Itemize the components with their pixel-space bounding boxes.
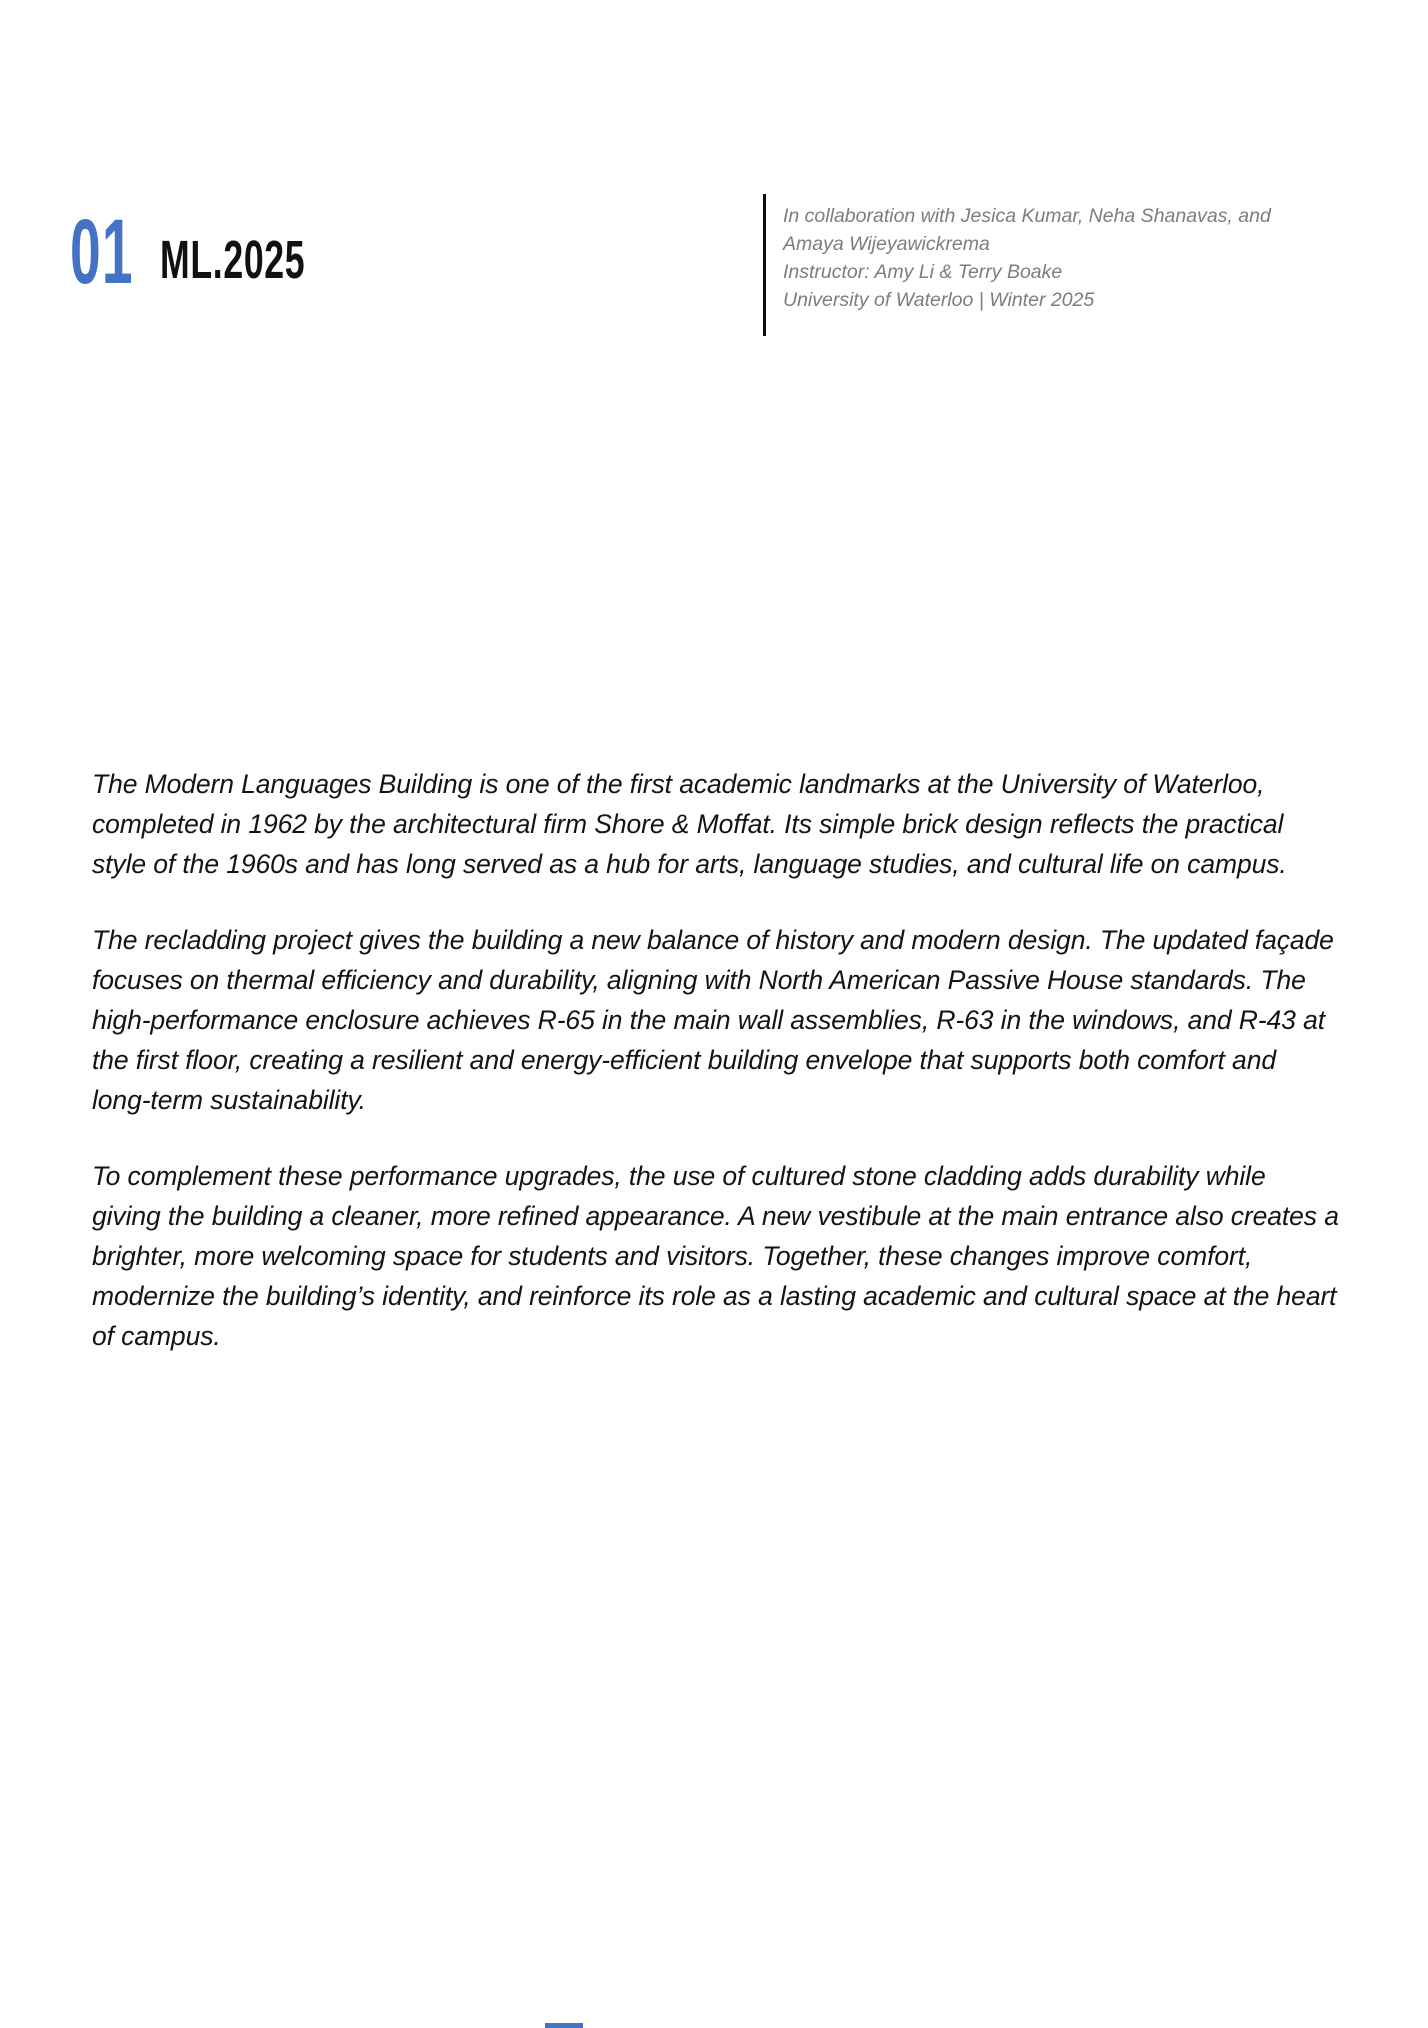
university-term: University of Waterloo | Winter 2025 [783,289,1095,311]
description-paragraph-1: The Modern Languages Building is one of the first academic landmarks at the University of Waterloo, completed in 1962 by the architectural firm Shore & Moffat. Its simple brick design reflects the practical style of the 1960s and has long served as a hub for arts, language studies, and cultural life on campus. [92,769,1287,879]
instructor-credit: Instructor: Amy Li & Terry Boake [783,261,1063,283]
page-number: 01 [70,201,134,303]
description-paragraph-3: To complement these performance upgrades, the use of cultured stone cladding adds durability while giving the building a cleaner, more refined appearance. A new vestibule at the main entrance also creates a brighter, more welcoming space for students and visitors. Together, these changes improve comfort, modernize the building’s identity, and reinforce its role as a lasting academic and cultural space at the heart of campus. [92,1161,1339,1351]
description-paragraph-2: The recladding project gives the building a new balance of history and modern design. The updated façade focuses on thermal efficiency and durability, aligning with North American Passive House standards. The high-performance enclosure achieves R-65 in the main wall assemblies, R-63 in the windows, and R-43 at the first floor, creating a resilient and energy-efficient building envelope that supports both comfort and long-term sustainability. [92,925,1334,1115]
collaboration-credit: In collaboration with Jesica Kumar, Neha Shanavas, and Amaya Wijeyawickrema [783,205,1271,255]
header-credits-block [783,202,1305,314]
footer-accent-bar [545,2023,583,2028]
project-description [92,764,1340,1392]
project-code: ML.2025 [160,230,306,290]
header-divider-line [763,194,766,336]
